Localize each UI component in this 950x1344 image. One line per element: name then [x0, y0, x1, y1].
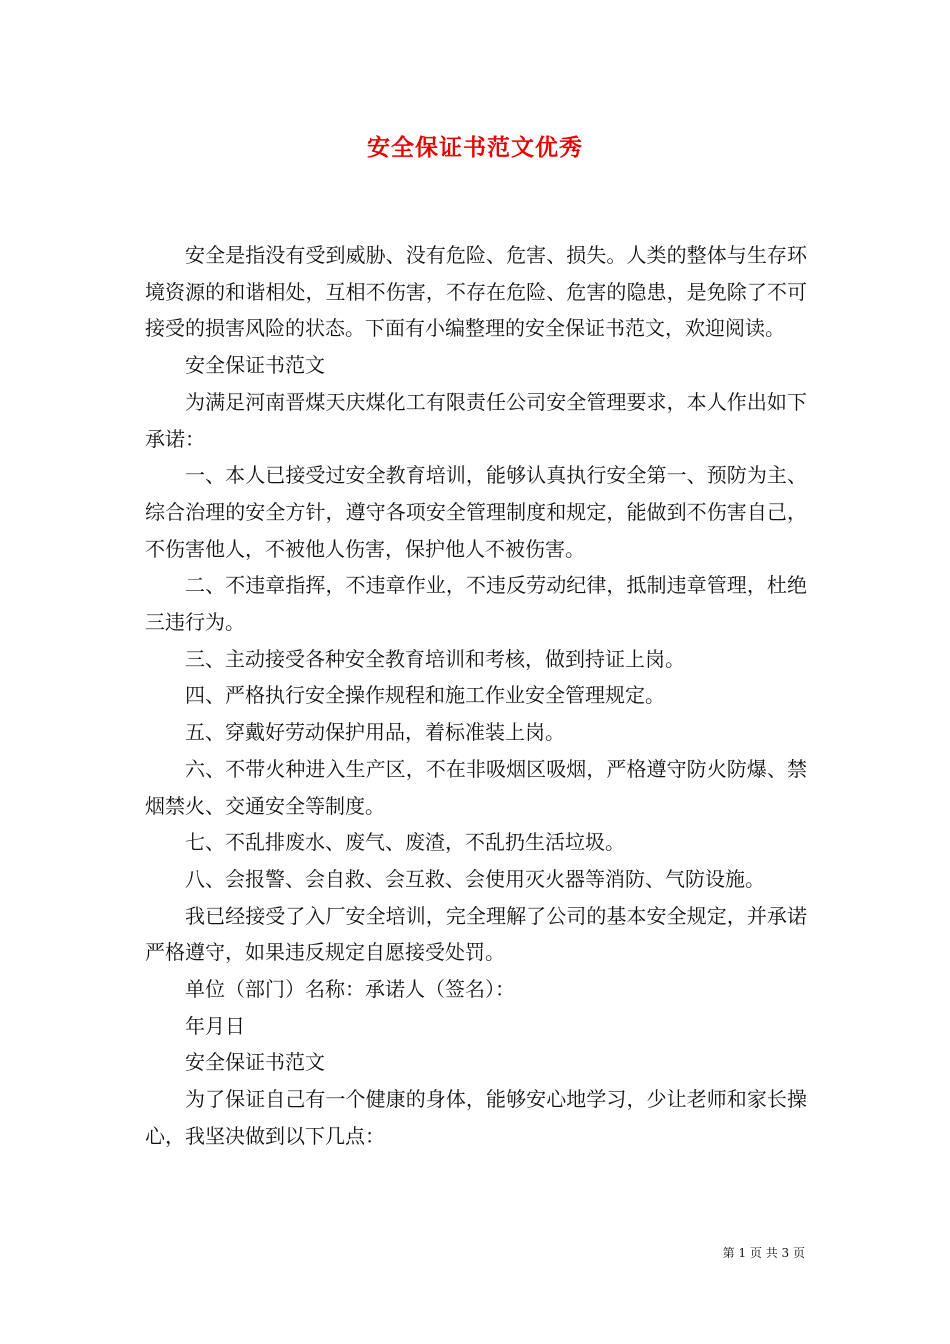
paragraph-item-4: 四、严格执行安全操作规程和施工作业安全管理规定。: [185, 683, 665, 708]
document-body: [145, 237, 807, 1155]
paragraph-item-3: 三、主动接受各种安全教育培训和考核，做到持证上岗。: [185, 646, 685, 671]
paragraph-date-line: 年月日: [185, 1013, 245, 1038]
paragraph-item-5: 五、穿戴好劳动保护用品，着标准装上岗。: [185, 720, 565, 745]
paragraph-acknowledgement: 我已经接受了入厂安全培训，完全理解了公司的基本安全规定，并承诺严格遵守，如果违反规定自愿接受处罚。: [145, 903, 807, 965]
paragraph-heading-2: 安全保证书范文: [185, 1050, 325, 1075]
paragraph-item-1: 一、本人已接受过安全教育培训，能够认真执行安全第一、预防为主、综合治理的安全方针，遵守各项安全管理制度和规定，能做到不伤害自己，不伤害他人，不被他人伤害，保护他人不被伤害。: [145, 463, 807, 561]
paragraph-commitment-intro: 为满足河南晋煤天庆煤化工有限责任公司安全管理要求，本人作出如下承诺：: [145, 389, 807, 451]
paragraph-item-6: 六、不带火种进入生产区，不在非吸烟区吸烟，严格遵守防火防爆、禁烟禁火、交通安全等制度。: [145, 756, 807, 818]
paragraph-intro: 安全是指没有受到威胁、没有危险、危害、损失。人类的整体与生存环境资源的和谐相处，互相不伤害，不存在危险、危害的隐患，是免除了不可接受的损害风险的状态。下面有小编整理的安全保证书范文，欢迎阅读。: [145, 243, 807, 341]
paragraph-item-7: 七、不乱排废水、废气、废渣，不乱扔生活垃圾。: [185, 830, 625, 855]
document-title: 安全保证书范文优秀: [367, 134, 583, 161]
paragraph-second-intro: 为了保证自己有一个健康的身体，能够安心地学习，少让老师和家长操心，我坚决做到以下几点：: [145, 1087, 807, 1148]
paragraph-heading-1: 安全保证书范文: [185, 353, 325, 378]
paragraph-signature-line: 单位（部门）名称：承诺人（签名）：: [185, 977, 515, 1002]
paragraph-item-8: 八、会报警、会自救、会互救、会使用灭火器等消防、气防设施。: [185, 866, 765, 891]
page-number-footer: 第 1 页 共 3 页: [722, 1246, 805, 1260]
paragraph-item-2: 二、不违章指挥，不违章作业，不违反劳动纪律，抵制违章管理，杜绝三违行为。: [145, 573, 807, 635]
